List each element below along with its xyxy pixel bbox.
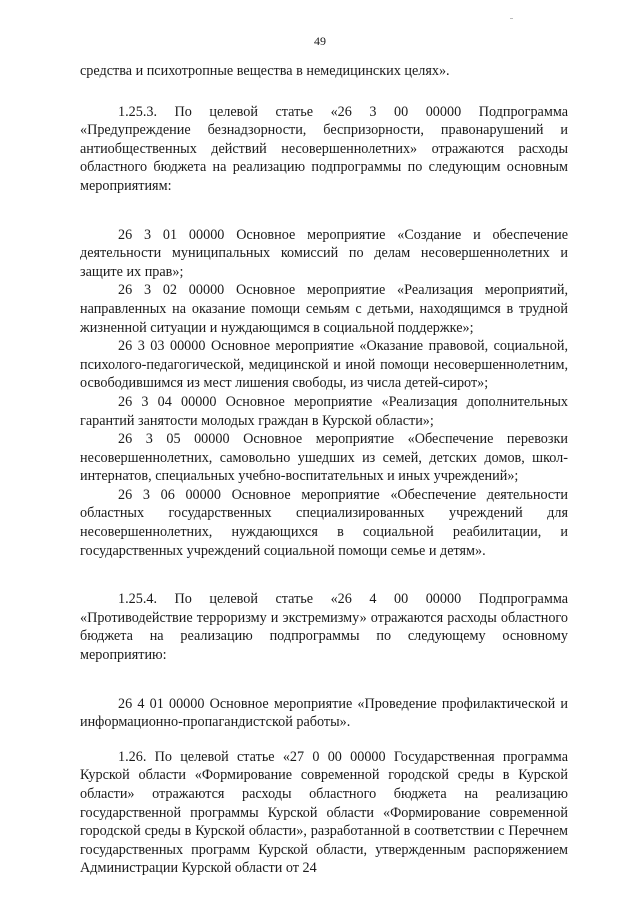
document-body — [80, 62, 568, 878]
paragraph-26-3-04: 26 3 04 00000 Основное мероприятие «Реализация дополнительных гарантий занятости молодых граждан в Курской области»; — [80, 393, 568, 429]
scan-mark — [510, 18, 513, 19]
page-number: 49 — [314, 34, 326, 48]
paragraph-26-3-02: 26 3 02 00000 Основное мероприятие «Реализация мероприятий, направленных на оказание помощи семьям с детьми, находящимся в трудной жизненной ситуации и нуждающимся в социальной поддержке»; — [80, 282, 568, 336]
paragraph-26-3-03: 26 3 03 00000 Основное мероприятие «Оказание правовой, социальной, психолого-педагогической, медицинской и иной помощи несовершеннолетним, освободившимся из мест лишения свободы, из числа детей-сирот»; — [80, 338, 568, 392]
paragraph-1-25-3: 1.25.3. По целевой статье «26 3 00 00000 Подпрограмма «Предупреждение безнадзорности, беспризорности, правонарушений и антиобщественных действий несовершеннолетних» отражаются расходы областного бюджета на реализацию подпрограммы по следующим основным мероприятиям: — [80, 103, 568, 194]
paragraph-continuation: средства и психотропные вещества в немедицинских целях». — [80, 63, 450, 79]
paragraph-26-3-01: 26 3 01 00000 Основное мероприятие «Создание и обеспечение деятельности муниципальных комиссий по делам несовершеннолетних и защите их прав»; — [80, 226, 568, 280]
paragraph-26-3-06: 26 3 06 00000 Основное мероприятие «Обеспечение деятельности областных государственных специализированных учреждений для несовершеннолетних, нуждающихся в социальной реабилитации, и государственных учреждений социальной помощи семье и детям». — [80, 486, 568, 559]
paragraph-26-4-01: 26 4 01 00000 Основное мероприятие «Проведение профилактической и информационно-пропагандистской работы». — [80, 695, 568, 731]
paragraph-26-3-05: 26 3 05 00000 Основное мероприятие «Обеспечение перевозки несовершеннолетних, самовольно ушедших из семей, детских домов, школ-интернатов, специальных учебно-воспитательных и иных учреждений»; — [80, 431, 568, 485]
paragraph-1-25-4: 1.25.4. По целевой статье «26 4 00 00000 Подпрограмма «Противодействие терроризму и экстремизму» отражаются расходы областного бюджета на реализацию подпрограммы по следующему основному мероприятию: — [80, 591, 568, 664]
paragraph-1-26: 1.26. По целевой статье «27 0 00 00000 Государственная программа Курской области «Формирование современной городской среды в Курской области» отражаются расходы областного бюджета на реализацию государственной программы Курской области «Формирование современной городской среды в Курской области», разработанной в соответствии с Перечнем государственных программ Курской области, утвержденным распоряжением Администрации Курской области от 24 — [80, 748, 568, 877]
